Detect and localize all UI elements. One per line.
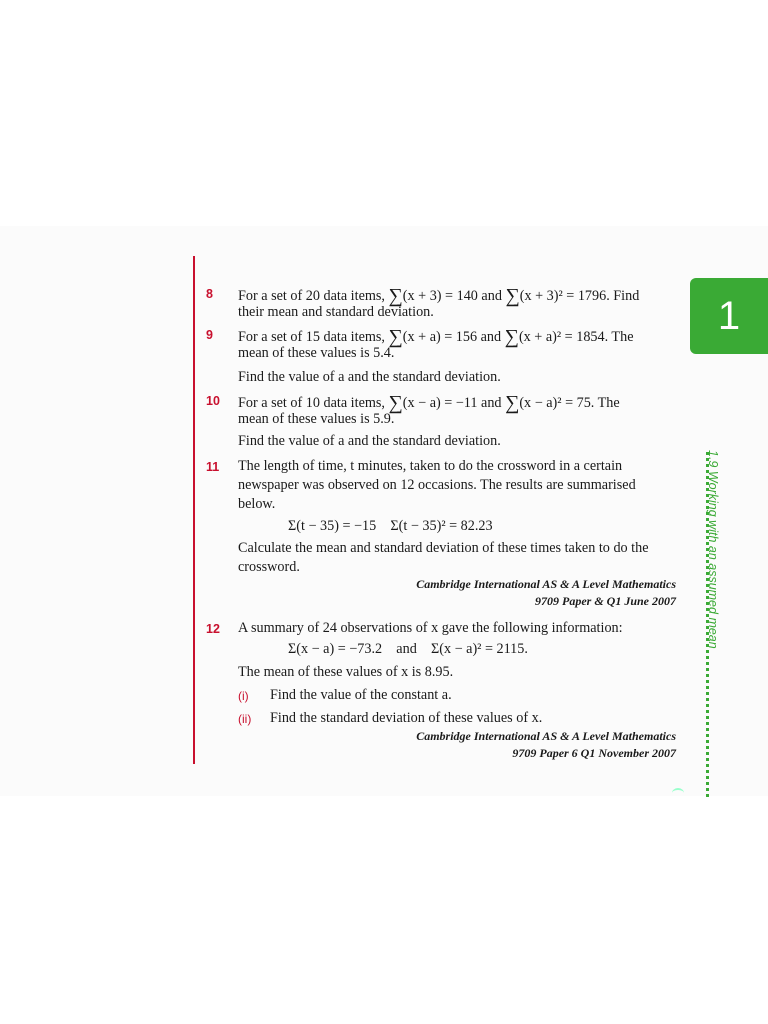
sigma-symbol: ∑	[388, 392, 403, 414]
margin-rule	[193, 256, 195, 764]
question-number-9: 9	[206, 328, 213, 342]
q9-line-2: mean of these values is 5.4.	[238, 345, 395, 361]
q9-text-a: For a set of 15 data items,	[238, 329, 385, 345]
question-number-10: 10	[206, 394, 220, 408]
q8-text-b: (x + 3) = 140 and	[402, 288, 502, 304]
question-number-11: 11	[206, 460, 220, 474]
q11-line-3: below.	[238, 496, 276, 512]
q12-source-line-2: 9709 Paper 6 Q1 November 2007	[512, 746, 676, 760]
sigma-symbol: ∑	[505, 285, 520, 307]
sigma-symbol: ∑	[388, 285, 403, 307]
q11-equation: Σ(t − 35) = −15 Σ(t − 35)² = 82.23	[288, 518, 493, 534]
q10-line-3: Find the value of a and the standard deviation.	[238, 433, 501, 449]
section-heading-vertical	[702, 450, 720, 800]
q9-line-3: Find the value of a and the standard deviation.	[238, 369, 501, 385]
question-number-8: 8	[206, 287, 213, 301]
question-number-12: 12	[206, 622, 220, 636]
q9-text-b: (x + a) = 156 and	[402, 329, 502, 345]
q11-line-4: Calculate the mean and standard deviation of these times taken to do the	[238, 540, 649, 556]
q12-part-ii-text: Find the standard deviation of these values of x.	[270, 710, 543, 726]
sigma-symbol: ∑	[388, 326, 403, 348]
q12-equation: Σ(x − a) = −73.2 and Σ(x − a)² = 2115.	[288, 641, 528, 657]
q12-line-1: A summary of 24 observations of x gave the following information:	[238, 620, 623, 636]
q10-text-b: (x − a) = −11 and	[402, 395, 502, 411]
q12-part-i-text: Find the value of the constant a.	[270, 687, 452, 703]
sigma-symbol: ∑	[505, 392, 520, 414]
q8-text-a: For a set of 20 data items,	[238, 288, 385, 304]
q12-line-2: The mean of these values of x is 8.95.	[238, 664, 454, 680]
q11-line-1: The length of time, t minutes, taken to do the crossword in a certain	[238, 458, 623, 474]
page-curl-icon	[672, 788, 684, 798]
q12-source-line-1: Cambridge International AS & A Level Mathematics	[416, 729, 676, 743]
q11-source-line-1: Cambridge International AS & A Level Mathematics	[416, 577, 676, 591]
q11-source-line-2: 9709 Paper & Q1 June 2007	[535, 594, 676, 608]
q10-text-c: (x − a)² = 75. The	[519, 395, 620, 411]
chapter-number: 1	[717, 293, 741, 338]
q8-text-c: (x + 3)² = 1796. Find	[519, 288, 640, 304]
q10-line-2: mean of these values is 5.9.	[238, 411, 395, 427]
q8-line-2: their mean and standard deviation.	[238, 304, 434, 320]
q11-line-2: newspaper was observed on 12 occasions. The results are summarised	[238, 477, 636, 493]
q11-line-5: crossword.	[238, 559, 300, 575]
q9-text-c: (x + a)² = 1854. The	[518, 329, 634, 345]
q10-text-a: For a set of 10 data items,	[238, 395, 385, 411]
section-heading: 1.9 Working with an assumed mean	[706, 450, 720, 649]
chapter-tab	[690, 278, 768, 354]
sigma-symbol: ∑	[504, 326, 519, 348]
q12-part-ii-label: (ii)	[238, 712, 252, 726]
q12-part-i-label: (i)	[238, 689, 249, 703]
